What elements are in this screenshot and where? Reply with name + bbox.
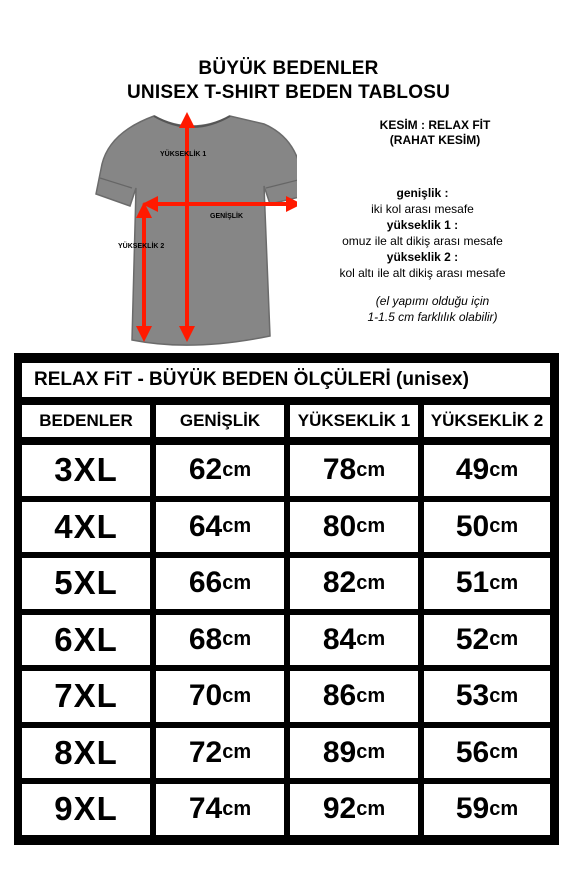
measure-value: 52	[455, 622, 490, 656]
height1-cell	[290, 502, 418, 553]
unit-label: cm	[222, 741, 252, 764]
unit-label: cm	[356, 458, 386, 481]
unit-label: cm	[489, 628, 519, 651]
unit-label: cm	[222, 571, 252, 594]
width-def-title: genişlik :	[396, 186, 449, 200]
height1-def-title: yükseklik 1 :	[386, 218, 459, 232]
measure-value: 86	[322, 679, 357, 713]
header-height2: YÜKSEKLİK 2	[424, 405, 550, 437]
size-cell	[22, 784, 150, 835]
size-cell	[22, 445, 150, 496]
table-title: RELAX FiT - BÜYÜK BEDEN ÖLÇÜLERİ (unisex)	[22, 363, 550, 397]
size-label: 8XL	[54, 733, 118, 771]
width-cell	[156, 615, 284, 666]
unit-label: cm	[222, 628, 252, 651]
width-cell	[156, 671, 284, 722]
unit-label: cm	[489, 515, 519, 538]
note-line-2: 1-1.5 cm farklılık olabilir)	[367, 310, 498, 324]
height2-cell	[424, 728, 550, 779]
size-cell	[22, 558, 150, 609]
height1-def-text: omuz ile alt dikiş arası mesafe	[342, 234, 503, 248]
measure-value: 49	[455, 453, 490, 487]
size-label: 6XL	[54, 620, 118, 658]
width-cell	[156, 445, 284, 496]
unit-label: cm	[489, 458, 519, 481]
measure-value: 92	[322, 792, 357, 826]
size-cell	[22, 502, 150, 553]
page-title-line-2: UNISEX T-SHIRT BEDEN TABLOSU	[127, 82, 450, 103]
unit-label: cm	[489, 741, 519, 764]
height1-cell	[290, 728, 418, 779]
unit-label: cm	[489, 684, 519, 707]
measure-value: 70	[188, 679, 223, 713]
height2-def-text: kol altı ile alt dikiş arası mesafe	[339, 266, 506, 280]
width-cell	[156, 784, 284, 835]
header-width: GENİŞLİK	[156, 405, 284, 437]
size-label: 7XL	[54, 677, 118, 715]
tshirt-illustration	[92, 108, 297, 348]
height1-cell	[290, 558, 418, 609]
width-cell	[156, 558, 284, 609]
unit-label: cm	[356, 515, 386, 538]
width-def-text: iki kol arası mesafe	[371, 202, 474, 216]
height2-cell	[424, 502, 550, 553]
height2-cell	[424, 615, 550, 666]
unit-label: cm	[356, 571, 386, 594]
size-cell	[22, 615, 150, 666]
unit-label: cm	[222, 684, 252, 707]
unit-label: cm	[222, 515, 252, 538]
measure-value: 53	[455, 679, 490, 713]
size-label: 9XL	[54, 790, 118, 828]
size-label: 3XL	[54, 451, 118, 489]
measure-value: 59	[455, 792, 490, 826]
height1-cell	[290, 445, 418, 496]
unit-label: cm	[489, 797, 519, 820]
page-title-line-1: BÜYÜK BEDENLER	[198, 58, 379, 79]
unit-label: cm	[356, 797, 386, 820]
width-cell	[156, 502, 284, 553]
measure-value: 89	[322, 735, 357, 769]
unit-label: cm	[356, 741, 386, 764]
height2-label: YÜKSEKLİK 2	[118, 243, 165, 250]
measure-value: 62	[188, 453, 223, 487]
size-label: 4XL	[54, 507, 118, 545]
unit-label: cm	[222, 797, 252, 820]
height1-cell	[290, 784, 418, 835]
header-height1: YÜKSEKLİK 1	[290, 405, 418, 437]
height1-cell	[290, 615, 418, 666]
size-cell	[22, 728, 150, 779]
measure-value: 80	[322, 509, 357, 543]
height2-cell	[424, 784, 550, 835]
size-table	[14, 353, 559, 845]
height1-cell	[290, 671, 418, 722]
unit-label: cm	[222, 458, 252, 481]
height2-cell	[424, 558, 550, 609]
cut-type-line-2: (RAHAT KESİM)	[389, 133, 481, 147]
height2-def-title: yükseklik 2 :	[386, 250, 459, 264]
size-label: 5XL	[54, 564, 118, 602]
cut-type-line-1: KESİM : RELAX FİT	[379, 118, 491, 132]
height2-cell	[424, 445, 550, 496]
height2-cell	[424, 671, 550, 722]
measure-value: 50	[455, 509, 490, 543]
measure-value: 51	[455, 566, 490, 600]
measure-value: 74	[188, 792, 223, 826]
unit-label: cm	[356, 628, 386, 651]
measure-value: 84	[322, 622, 357, 656]
measure-value: 72	[188, 735, 223, 769]
unit-label: cm	[489, 571, 519, 594]
measure-value: 78	[322, 453, 357, 487]
measure-value: 56	[455, 735, 490, 769]
unit-label: cm	[356, 684, 386, 707]
height1-label: YÜKSEKLİK 1	[160, 151, 207, 158]
measure-value: 68	[188, 622, 223, 656]
measure-value: 64	[188, 509, 223, 543]
width-label: GENİŞLİK	[210, 213, 244, 220]
note-line-1: (el yapımı olduğu için	[375, 294, 490, 308]
header-sizes: BEDENLER	[22, 405, 150, 437]
width-cell	[156, 728, 284, 779]
size-cell	[22, 671, 150, 722]
measure-value: 82	[322, 566, 357, 600]
measure-value: 66	[188, 566, 223, 600]
